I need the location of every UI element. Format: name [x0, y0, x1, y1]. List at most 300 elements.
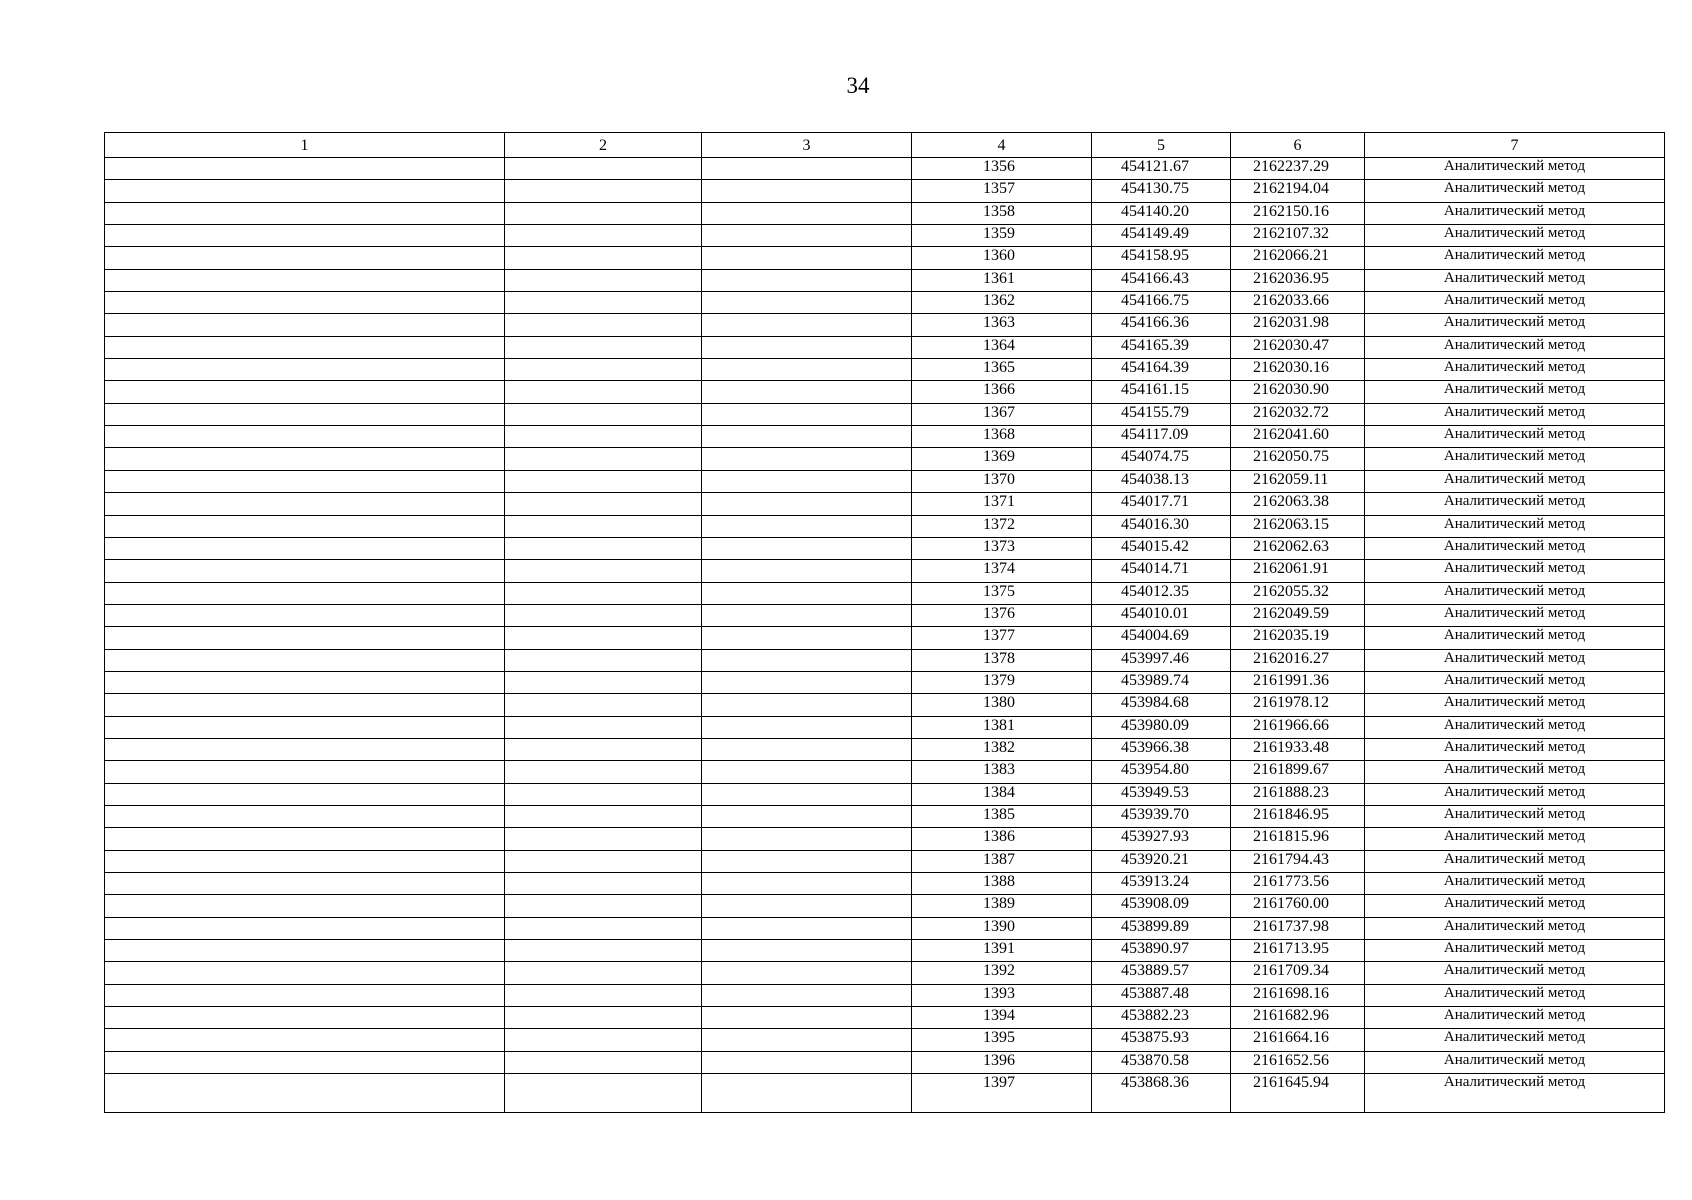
empty-cell-col2: [505, 1051, 702, 1073]
x-coordinate-cell: 453870.58: [1092, 1051, 1231, 1073]
method-cell: Аналитический метод: [1365, 269, 1665, 291]
empty-cell-col1: [105, 828, 505, 850]
empty-cell-col1: [105, 873, 505, 895]
x-coordinate-cell: 454166.43: [1092, 269, 1231, 291]
point-number-cell: 1383: [912, 761, 1092, 783]
table-row: [105, 560, 1665, 582]
empty-cell-col2: [505, 716, 702, 738]
table-row: [105, 359, 1665, 381]
y-coordinate-cell: 2161737.98: [1231, 917, 1365, 939]
table-row: [105, 1007, 1665, 1029]
y-coordinate-cell: 2161888.23: [1231, 783, 1365, 805]
method-cell: Аналитический метод: [1365, 426, 1665, 448]
empty-cell-col1: [105, 202, 505, 224]
point-number-cell: 1371: [912, 493, 1092, 515]
method-cell: Аналитический метод: [1365, 180, 1665, 202]
x-coordinate-cell: 454155.79: [1092, 403, 1231, 425]
empty-cell-col1: [105, 403, 505, 425]
empty-cell-col3: [702, 537, 912, 559]
y-coordinate-cell: 2162030.16: [1231, 359, 1365, 381]
table-row: [105, 738, 1665, 760]
y-coordinate-cell: 2162050.75: [1231, 448, 1365, 470]
method-cell: Аналитический метод: [1365, 314, 1665, 336]
method-cell: Аналитический метод: [1365, 1029, 1665, 1051]
y-coordinate-cell: 2161645.94: [1231, 1074, 1365, 1113]
empty-cell-col3: [702, 403, 912, 425]
empty-cell-col3: [702, 381, 912, 403]
empty-cell-col3: [702, 649, 912, 671]
empty-cell-col3: [702, 515, 912, 537]
empty-cell-col1: [105, 515, 505, 537]
empty-cell-col3: [702, 873, 912, 895]
table-row: [105, 269, 1665, 291]
y-coordinate-cell: 2162032.72: [1231, 403, 1365, 425]
empty-cell-col3: [702, 1074, 912, 1113]
point-number-cell: 1367: [912, 403, 1092, 425]
empty-cell-col3: [702, 940, 912, 962]
empty-cell-col1: [105, 314, 505, 336]
empty-cell-col3: [702, 225, 912, 247]
point-number-cell: 1374: [912, 560, 1092, 582]
method-cell: Аналитический метод: [1365, 448, 1665, 470]
x-coordinate-cell: 454161.15: [1092, 381, 1231, 403]
empty-cell-col3: [702, 828, 912, 850]
empty-cell-col3: [702, 448, 912, 470]
page-number: 34: [846, 73, 870, 98]
x-coordinate-cell: 453984.68: [1092, 694, 1231, 716]
empty-cell-col1: [105, 917, 505, 939]
y-coordinate-cell: 2161899.67: [1231, 761, 1365, 783]
empty-cell-col2: [505, 828, 702, 850]
point-number-cell: 1362: [912, 292, 1092, 314]
empty-cell-col3: [702, 247, 912, 269]
point-number-cell: 1357: [912, 180, 1092, 202]
empty-cell-col2: [505, 805, 702, 827]
column-header-6: 6: [1231, 133, 1365, 158]
table-row: [105, 805, 1665, 827]
method-cell: Аналитический метод: [1365, 805, 1665, 827]
empty-cell-col1: [105, 381, 505, 403]
empty-cell-col1: [105, 180, 505, 202]
column-header-3: 3: [702, 133, 912, 158]
method-cell: Аналитический метод: [1365, 158, 1665, 180]
point-number-cell: 1361: [912, 269, 1092, 291]
point-number-cell: 1370: [912, 470, 1092, 492]
empty-cell-col2: [505, 560, 702, 582]
empty-cell-col2: [505, 582, 702, 604]
table-row: [105, 850, 1665, 872]
method-cell: Аналитический метод: [1365, 560, 1665, 582]
empty-cell-col3: [702, 560, 912, 582]
point-number-cell: 1366: [912, 381, 1092, 403]
empty-cell-col3: [702, 292, 912, 314]
empty-cell-col3: [702, 895, 912, 917]
table-row: [105, 515, 1665, 537]
x-coordinate-cell: 453890.97: [1092, 940, 1231, 962]
method-cell: Аналитический метод: [1365, 761, 1665, 783]
empty-cell-col3: [702, 202, 912, 224]
x-coordinate-cell: 453913.24: [1092, 873, 1231, 895]
empty-cell-col3: [702, 269, 912, 291]
empty-cell-col2: [505, 850, 702, 872]
method-cell: Аналитический метод: [1365, 671, 1665, 693]
table-row: [105, 649, 1665, 671]
empty-cell-col2: [505, 671, 702, 693]
y-coordinate-cell: 2162107.32: [1231, 225, 1365, 247]
y-coordinate-cell: 2161991.36: [1231, 671, 1365, 693]
table-row: [105, 493, 1665, 515]
y-coordinate-cell: 2162066.21: [1231, 247, 1365, 269]
table-row: [105, 314, 1665, 336]
y-coordinate-cell: 2162061.91: [1231, 560, 1365, 582]
x-coordinate-cell: 453868.36: [1092, 1074, 1231, 1113]
y-coordinate-cell: 2162035.19: [1231, 627, 1365, 649]
table-row: [105, 158, 1665, 180]
point-number-cell: 1369: [912, 448, 1092, 470]
x-coordinate-cell: 453927.93: [1092, 828, 1231, 850]
empty-cell-col3: [702, 694, 912, 716]
empty-cell-col2: [505, 627, 702, 649]
y-coordinate-cell: 2162030.90: [1231, 381, 1365, 403]
empty-cell-col1: [105, 292, 505, 314]
x-coordinate-cell: 454038.13: [1092, 470, 1231, 492]
empty-cell-col2: [505, 336, 702, 358]
method-cell: Аналитический метод: [1365, 940, 1665, 962]
table-row: [105, 537, 1665, 559]
header-row: [105, 133, 1665, 158]
method-cell: Аналитический метод: [1365, 202, 1665, 224]
x-coordinate-cell: 454004.69: [1092, 627, 1231, 649]
y-coordinate-cell: 2162036.95: [1231, 269, 1365, 291]
method-cell: Аналитический метод: [1365, 537, 1665, 559]
empty-cell-col3: [702, 627, 912, 649]
y-coordinate-cell: 2162063.15: [1231, 515, 1365, 537]
y-coordinate-cell: 2161933.48: [1231, 738, 1365, 760]
y-coordinate-cell: 2161652.56: [1231, 1051, 1365, 1073]
point-number-cell: 1394: [912, 1007, 1092, 1029]
y-coordinate-cell: 2162194.04: [1231, 180, 1365, 202]
method-cell: Аналитический метод: [1365, 895, 1665, 917]
empty-cell-col2: [505, 537, 702, 559]
empty-cell-col1: [105, 1074, 505, 1113]
y-coordinate-cell: 2161713.95: [1231, 940, 1365, 962]
method-cell: Аналитический метод: [1365, 962, 1665, 984]
x-coordinate-cell: 453889.57: [1092, 962, 1231, 984]
empty-cell-col3: [702, 984, 912, 1006]
y-coordinate-cell: 2162059.11: [1231, 470, 1365, 492]
point-number-cell: 1393: [912, 984, 1092, 1006]
point-number-cell: 1392: [912, 962, 1092, 984]
empty-cell-col3: [702, 805, 912, 827]
point-number-cell: 1390: [912, 917, 1092, 939]
y-coordinate-cell: 2161846.95: [1231, 805, 1365, 827]
method-cell: Аналитический метод: [1365, 1007, 1665, 1029]
point-number-cell: 1391: [912, 940, 1092, 962]
column-header-4: 4: [912, 133, 1092, 158]
x-coordinate-cell: 454074.75: [1092, 448, 1231, 470]
empty-cell-col1: [105, 783, 505, 805]
method-cell: Аналитический метод: [1365, 359, 1665, 381]
x-coordinate-cell: 453899.89: [1092, 917, 1231, 939]
x-coordinate-cell: 454012.35: [1092, 582, 1231, 604]
method-cell: Аналитический метод: [1365, 381, 1665, 403]
point-number-cell: 1376: [912, 604, 1092, 626]
empty-cell-col3: [702, 761, 912, 783]
empty-cell-col3: [702, 314, 912, 336]
point-number-cell: 1368: [912, 426, 1092, 448]
y-coordinate-cell: 2161760.00: [1231, 895, 1365, 917]
y-coordinate-cell: 2162150.16: [1231, 202, 1365, 224]
empty-cell-col2: [505, 738, 702, 760]
point-number-cell: 1378: [912, 649, 1092, 671]
table-row: [105, 448, 1665, 470]
coordinates-table: [104, 132, 1665, 1113]
table-row: [105, 962, 1665, 984]
point-number-cell: 1365: [912, 359, 1092, 381]
point-number-cell: 1397: [912, 1074, 1092, 1113]
method-cell: Аналитический метод: [1365, 783, 1665, 805]
empty-cell-col3: [702, 738, 912, 760]
empty-cell-col2: [505, 1029, 702, 1051]
empty-cell-col3: [702, 470, 912, 492]
point-number-cell: 1385: [912, 805, 1092, 827]
empty-cell-col2: [505, 694, 702, 716]
point-number-cell: 1364: [912, 336, 1092, 358]
x-coordinate-cell: 453875.93: [1092, 1029, 1231, 1051]
y-coordinate-cell: 2161978.12: [1231, 694, 1365, 716]
empty-cell-col2: [505, 292, 702, 314]
empty-cell-col2: [505, 314, 702, 336]
empty-cell-col3: [702, 604, 912, 626]
x-coordinate-cell: 453887.48: [1092, 984, 1231, 1006]
x-coordinate-cell: 454117.09: [1092, 426, 1231, 448]
x-coordinate-cell: 453954.80: [1092, 761, 1231, 783]
method-cell: Аналитический метод: [1365, 850, 1665, 872]
empty-cell-col3: [702, 671, 912, 693]
empty-cell-col3: [702, 783, 912, 805]
method-cell: Аналитический метод: [1365, 1074, 1665, 1113]
empty-cell-col2: [505, 359, 702, 381]
empty-cell-col2: [505, 158, 702, 180]
empty-cell-col3: [702, 1051, 912, 1073]
point-number-cell: 1382: [912, 738, 1092, 760]
empty-cell-col1: [105, 247, 505, 269]
empty-cell-col2: [505, 1074, 702, 1113]
x-coordinate-cell: 453939.70: [1092, 805, 1231, 827]
empty-cell-col1: [105, 649, 505, 671]
y-coordinate-cell: 2162016.27: [1231, 649, 1365, 671]
x-coordinate-cell: 454164.39: [1092, 359, 1231, 381]
empty-cell-col1: [105, 761, 505, 783]
y-coordinate-cell: 2161682.96: [1231, 1007, 1365, 1029]
empty-cell-col1: [105, 336, 505, 358]
x-coordinate-cell: 453908.09: [1092, 895, 1231, 917]
method-cell: Аналитический метод: [1365, 604, 1665, 626]
table-row: [105, 180, 1665, 202]
empty-cell-col1: [105, 582, 505, 604]
table-row: [105, 381, 1665, 403]
empty-cell-col1: [105, 560, 505, 582]
table-row: [105, 1029, 1665, 1051]
table-row: [105, 470, 1665, 492]
point-number-cell: 1363: [912, 314, 1092, 336]
x-coordinate-cell: 454121.67: [1092, 158, 1231, 180]
x-coordinate-cell: 454149.49: [1092, 225, 1231, 247]
point-number-cell: 1389: [912, 895, 1092, 917]
empty-cell-col3: [702, 493, 912, 515]
x-coordinate-cell: 453989.74: [1092, 671, 1231, 693]
empty-cell-col2: [505, 783, 702, 805]
empty-cell-col1: [105, 269, 505, 291]
point-number-cell: 1384: [912, 783, 1092, 805]
empty-cell-col1: [105, 158, 505, 180]
table-row: [105, 671, 1665, 693]
empty-cell-col2: [505, 225, 702, 247]
empty-cell-col2: [505, 649, 702, 671]
point-number-cell: 1381: [912, 716, 1092, 738]
table-row: [105, 403, 1665, 425]
method-cell: Аналитический метод: [1365, 1051, 1665, 1073]
table-row: [105, 694, 1665, 716]
empty-cell-col3: [702, 917, 912, 939]
empty-cell-col2: [505, 381, 702, 403]
x-coordinate-cell: 453882.23: [1092, 1007, 1231, 1029]
point-number-cell: 1380: [912, 694, 1092, 716]
empty-cell-col1: [105, 604, 505, 626]
empty-cell-col3: [702, 336, 912, 358]
method-cell: Аналитический метод: [1365, 627, 1665, 649]
point-number-cell: 1356: [912, 158, 1092, 180]
empty-cell-col1: [105, 984, 505, 1006]
table-row: [105, 1051, 1665, 1073]
empty-cell-col2: [505, 873, 702, 895]
method-cell: Аналитический метод: [1365, 582, 1665, 604]
y-coordinate-cell: 2162049.59: [1231, 604, 1365, 626]
empty-cell-col2: [505, 448, 702, 470]
table-body: [105, 158, 1665, 1113]
column-header-2: 2: [505, 133, 702, 158]
y-coordinate-cell: 2162063.38: [1231, 493, 1365, 515]
empty-cell-col1: [105, 627, 505, 649]
x-coordinate-cell: 453920.21: [1092, 850, 1231, 872]
empty-cell-col1: [105, 1029, 505, 1051]
y-coordinate-cell: 2161664.16: [1231, 1029, 1365, 1051]
empty-cell-col1: [105, 225, 505, 247]
x-coordinate-cell: 454130.75: [1092, 180, 1231, 202]
table-row: [105, 1074, 1665, 1113]
method-cell: Аналитический метод: [1365, 225, 1665, 247]
x-coordinate-cell: 454140.20: [1092, 202, 1231, 224]
method-cell: Аналитический метод: [1365, 917, 1665, 939]
method-cell: Аналитический метод: [1365, 247, 1665, 269]
y-coordinate-cell: 2161966.66: [1231, 716, 1365, 738]
empty-cell-col2: [505, 895, 702, 917]
point-number-cell: 1373: [912, 537, 1092, 559]
method-cell: Аналитический метод: [1365, 336, 1665, 358]
point-number-cell: 1358: [912, 202, 1092, 224]
x-coordinate-cell: 454016.30: [1092, 515, 1231, 537]
table-row: [105, 426, 1665, 448]
empty-cell-col2: [505, 940, 702, 962]
method-cell: Аналитический метод: [1365, 292, 1665, 314]
point-number-cell: 1375: [912, 582, 1092, 604]
point-number-cell: 1395: [912, 1029, 1092, 1051]
empty-cell-col1: [105, 493, 505, 515]
empty-cell-col2: [505, 180, 702, 202]
y-coordinate-cell: 2161709.34: [1231, 962, 1365, 984]
table-row: [105, 873, 1665, 895]
x-coordinate-cell: 454017.71: [1092, 493, 1231, 515]
empty-cell-col1: [105, 805, 505, 827]
y-coordinate-cell: 2162030.47: [1231, 336, 1365, 358]
x-coordinate-cell: 454015.42: [1092, 537, 1231, 559]
empty-cell-col3: [702, 850, 912, 872]
x-coordinate-cell: 454158.95: [1092, 247, 1231, 269]
y-coordinate-cell: 2162031.98: [1231, 314, 1365, 336]
empty-cell-col2: [505, 470, 702, 492]
empty-cell-col1: [105, 537, 505, 559]
x-coordinate-cell: 454014.71: [1092, 560, 1231, 582]
y-coordinate-cell: 2161698.16: [1231, 984, 1365, 1006]
empty-cell-col1: [105, 470, 505, 492]
column-header-5: 5: [1092, 133, 1231, 158]
table-row: [105, 604, 1665, 626]
x-coordinate-cell: 453980.09: [1092, 716, 1231, 738]
empty-cell-col3: [702, 1007, 912, 1029]
empty-cell-col1: [105, 671, 505, 693]
y-coordinate-cell: 2161794.43: [1231, 850, 1365, 872]
empty-cell-col3: [702, 1029, 912, 1051]
table-row: [105, 828, 1665, 850]
empty-cell-col1: [105, 359, 505, 381]
method-cell: Аналитический метод: [1365, 470, 1665, 492]
empty-cell-col2: [505, 247, 702, 269]
y-coordinate-cell: 2162237.29: [1231, 158, 1365, 180]
empty-cell-col2: [505, 403, 702, 425]
empty-cell-col3: [702, 962, 912, 984]
y-coordinate-cell: 2162033.66: [1231, 292, 1365, 314]
point-number-cell: 1388: [912, 873, 1092, 895]
empty-cell-col1: [105, 448, 505, 470]
empty-cell-col3: [702, 716, 912, 738]
table-row: [105, 895, 1665, 917]
y-coordinate-cell: 2162041.60: [1231, 426, 1365, 448]
method-cell: Аналитический метод: [1365, 873, 1665, 895]
empty-cell-col2: [505, 962, 702, 984]
method-cell: Аналитический метод: [1365, 493, 1665, 515]
empty-cell-col3: [702, 426, 912, 448]
empty-cell-col1: [105, 426, 505, 448]
x-coordinate-cell: 454166.36: [1092, 314, 1231, 336]
empty-cell-col2: [505, 515, 702, 537]
method-cell: Аналитический метод: [1365, 649, 1665, 671]
x-coordinate-cell: 454165.39: [1092, 336, 1231, 358]
empty-cell-col3: [702, 582, 912, 604]
method-cell: Аналитический метод: [1365, 738, 1665, 760]
table-row: [105, 336, 1665, 358]
point-number-cell: 1396: [912, 1051, 1092, 1073]
method-cell: Аналитический метод: [1365, 515, 1665, 537]
empty-cell-col2: [505, 269, 702, 291]
empty-cell-col2: [505, 604, 702, 626]
empty-cell-col3: [702, 359, 912, 381]
table-row: [105, 940, 1665, 962]
table-row: [105, 202, 1665, 224]
y-coordinate-cell: 2161773.56: [1231, 873, 1365, 895]
x-coordinate-cell: 454010.01: [1092, 604, 1231, 626]
x-coordinate-cell: 453997.46: [1092, 649, 1231, 671]
empty-cell-col3: [702, 158, 912, 180]
